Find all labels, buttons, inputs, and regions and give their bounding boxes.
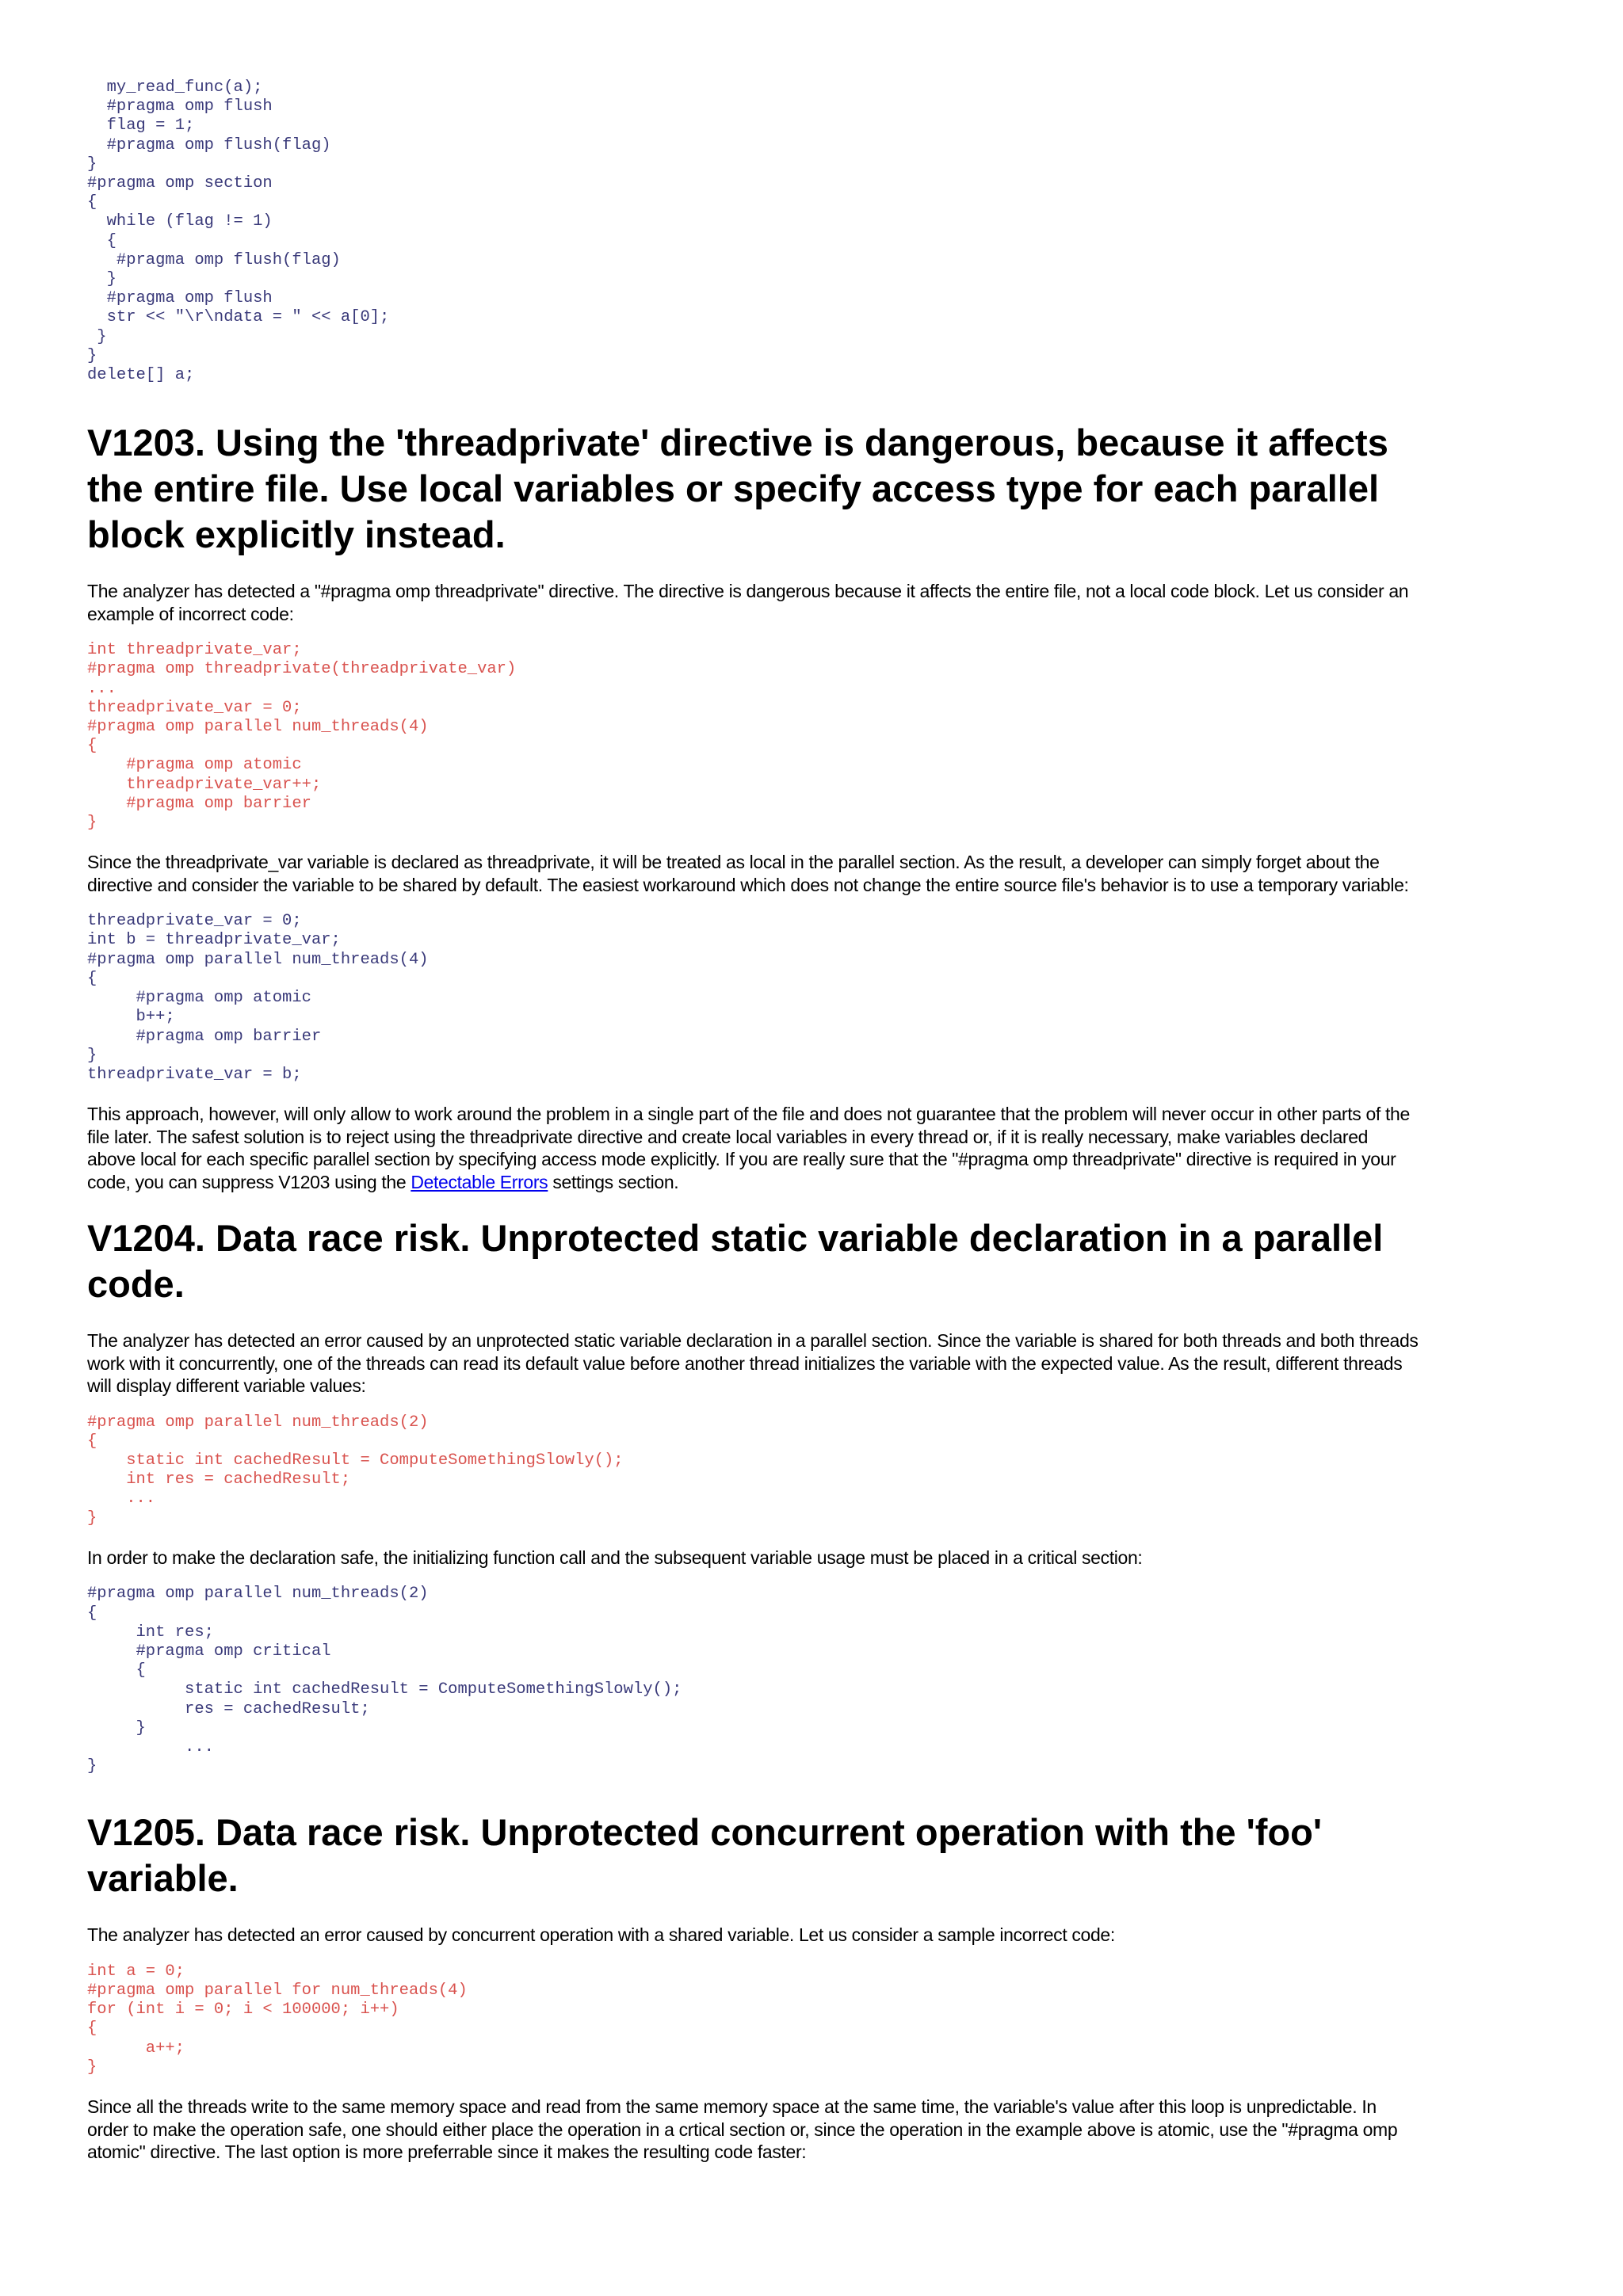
heading-v1204: V1204. Data race risk. Unprotected static variable declaration in a parallel code. [87, 1217, 1384, 1306]
v1203-outro-text: This approach, however, will only allow to work around the problem in a single part of the file and does not guarantee that the problem will never occur in other parts of the file later. The safest solution is to reject using the threadprivate directive and create local variables in every thread or, if it is really necessary, make variables declared above local for each specific parallel section by specifying access mode explicitly. If you are really sure that the "#pragma omp threadprivate" directive is required in your code, you can suppress V1203 using the [87, 1104, 1410, 1192]
v1203-intro: The analyzer has detected a "#pragma omp threadprivate" directive. The directive is dangerous because it affects the entire file, not a local code block. Let us consider an example of incorrect code: [87, 581, 1409, 624]
code-block-top: my_read_func(a); #pragma omp flush flag = 1; #pragma omp flush(flag) } #pragma omp section { while (flag != 1) { #pragma omp flush(flag) } #pragma omp flush str << "\r\ndata = " << a[0]; } } delete[] a; [87, 78, 390, 385]
v1205-code-incorrect: int a = 0; #pragma omp parallel for num_threads(4) for (int i = 0; i < 100000; i++) { a++; } [87, 1962, 468, 2077]
section-v1205 [87, 1810, 1419, 2163]
document-page [87, 75, 1419, 2164]
v1204-explanation: In order to make the declaration safe, the initializing function call and the subsequent variable usage must be placed in a critical section: [87, 1547, 1143, 1568]
v1204-intro: The analyzer has detected an error caused by an unprotected static variable declaration in a parallel section. Since the variable is shared for both threads and both threads work with it concurrently, one of the threads can read its default value before another thread initializes the variable with the expected value. As the result, different threads will display different variable values: [87, 1330, 1419, 1397]
heading-v1203: V1203. Using the 'threadprivate' directive is dangerous, because it affects the entire file. Use local variables or specify access type for each parallel block explicitly instead. [87, 421, 1388, 556]
v1203-code-correct: threadprivate_var = 0; int b = threadprivate_var; #pragma omp parallel num_threads(4) { #pragma omp atomic b++; #pragma omp barrier } threadprivate_var = b; [87, 912, 429, 1084]
heading-v1205: V1205. Data race risk. Unprotected concurrent operation with the 'foo' variable. [87, 1811, 1323, 1900]
section-v1204 [87, 1215, 1419, 1776]
section-v1203 [87, 420, 1419, 1193]
v1203-outro-tail: settings section. [548, 1171, 679, 1192]
v1203-code-incorrect: int threadprivate_var; #pragma omp threadprivate(threadprivate_var) ... threadprivate_var = 0; #pragma omp parallel num_threads(4) { #pragma omp atomic threadprivate_var++; #pragma omp barrier } [87, 641, 517, 833]
detectable-errors-link[interactable]: Detectable Errors [411, 1171, 548, 1192]
v1205-explanation: Since all the threads write to the same memory space and read from the same memory space at the same time, the variable's value after this loop is unpredictable. In order to make the operation safe, one should either place the operation in a crtical section or, since the operation in the example above is atomic, use the "#pragma omp atomic" directive. The last option is more preferrable since it makes the resulting code faster: [87, 2096, 1398, 2163]
v1203-outro [87, 1103, 1419, 1193]
v1203-explanation: Since the threadprivate_var variable is declared as threadprivate, it will be treated as local in the parallel section. As the result, a developer can simply forget about the directive and consider the variable to be shared by default. The easiest workaround which does not change the entire source file's behavior is to use a temporary variable: [87, 852, 1409, 895]
v1205-intro: The analyzer has detected an error caused by concurrent operation with a shared variable. Let us consider a sample incorrect code: [87, 1924, 1115, 1946]
v1204-code-incorrect: #pragma omp parallel num_threads(2) { static int cachedResult = ComputeSomethingSlowly(); int res = cachedResult; ... } [87, 1413, 624, 1527]
v1204-code-correct: #pragma omp parallel num_threads(2) { int res; #pragma omp critical { static int cachedResult = ComputeSomethingSlowly(); res = cachedResult; } ... } [87, 1585, 682, 1776]
